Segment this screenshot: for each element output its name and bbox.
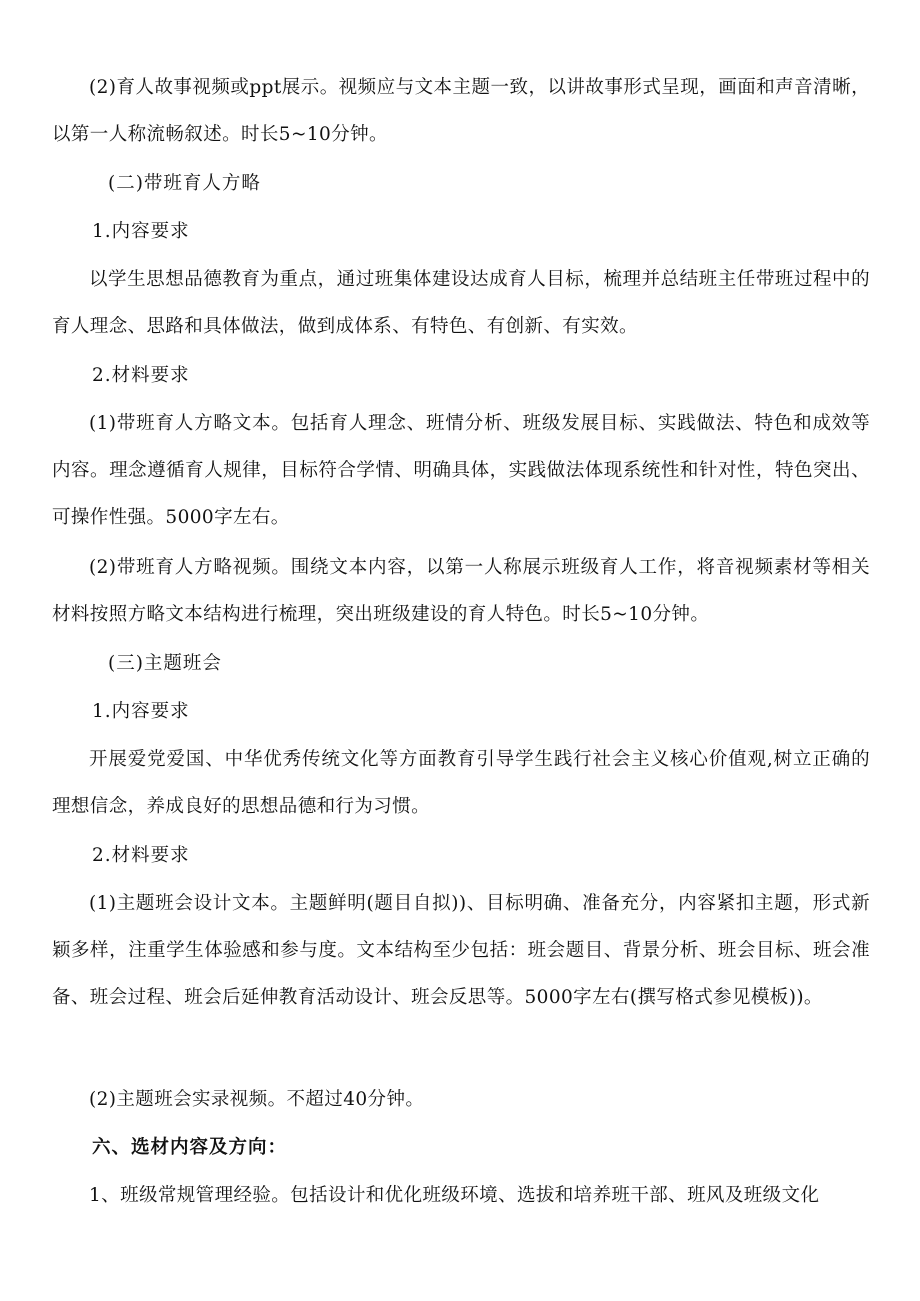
paragraph-class-management: 1、班级常规管理经验。包括设计和优化班级环境、选拔和培养班干部、班风及班级文化 <box>89 1185 820 1206</box>
paragraph-meeting-video: (2)主题班会实录视频。不超过40分钟。 <box>89 1089 425 1110</box>
heading-theme-meeting: (三)主题班会 <box>108 653 222 674</box>
heading-material-requirements-1: 2.材料要求 <box>92 365 190 386</box>
paragraph-meeting-content: 开展爱党爱国、中华优秀传统文化等方面教育引导学生践行社会主义核心价值观,树立正确的理想信念，养成良好的思想品德和行为习惯。 <box>52 749 870 817</box>
heading-class-strategy: (二)带班育人方略 <box>108 173 261 194</box>
heading-content-requirements-1: 1.内容要求 <box>92 221 190 242</box>
paragraph-meeting-design: (1)主题班会设计文本。主题鲜明(题目自拟))、目标明确、准备充分，内容紧扣主题，形式新颖多样，注重学生体验感和参与度。文本结构至少包括：班会题目、背景分析、班会目标、班会准备、班会过程、班会后延伸教育活动设计、班会反思等。5000字左右(撰写格式参见模板))。 <box>52 893 870 1008</box>
heading-material-requirements-2: 2.材料要求 <box>92 845 190 866</box>
paragraph-video-story: (2)育人故事视频或ppt展示。视频应与文本主题一致，以讲故事形式呈现，画面和声音清晰，以第一人称流畅叙述。时长5~10分钟。 <box>52 77 870 145</box>
heading-content-requirements-2: 1.内容要求 <box>92 701 190 722</box>
paragraph-strategy-text: (1)带班育人方略文本。包括育人理念、班情分析、班级发展目标、实践做法、特色和成效等内容。理念遵循育人规律，目标符合学情、明确具体，实践做法体现系统性和针对性，特色突出、可操作性强。5000字左右。 <box>52 413 870 528</box>
heading-section-six: 六、选材内容及方向： <box>92 1137 288 1158</box>
paragraph-strategy-video: (2)带班育人方略视频。围绕文本内容，以第一人称展示班级育人工作，将音视频素材等相关材料按照方略文本结构进行梳理，突出班级建设的育人特色。时长5~10分钟。 <box>52 557 870 625</box>
paragraph-strategy-content: 以学生思想品德教育为重点，通过班集体建设达成育人目标，梳理并总结班主任带班过程中的育人理念、思路和具体做法，做到成体系、有特色、有创新、有实效。 <box>52 269 870 337</box>
